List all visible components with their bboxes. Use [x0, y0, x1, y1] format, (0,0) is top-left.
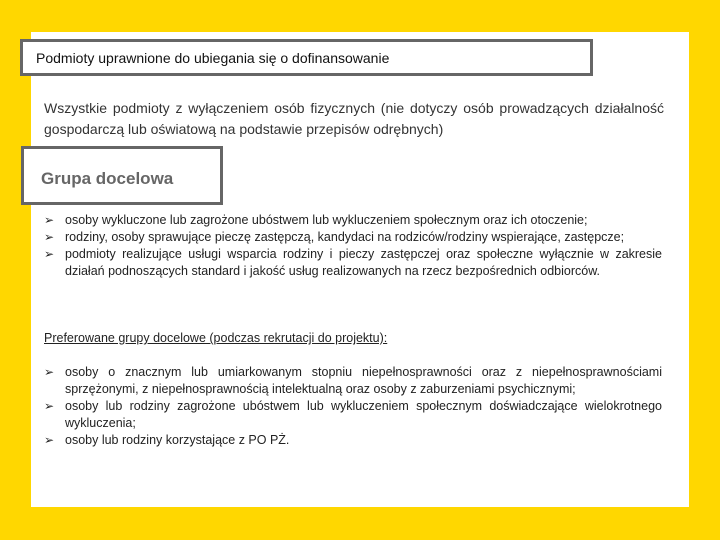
list-item — [44, 212, 662, 229]
list-item — [44, 229, 662, 246]
list-item-text: osoby lub rodziny korzystające z PO PŻ. — [65, 433, 290, 447]
arrow-bullet-icon: ➢ — [44, 230, 55, 244]
arrow-bullet-icon: ➢ — [44, 213, 55, 227]
list-item-text: osoby lub rodziny zagrożone ubóstwem lub wykluczeniem społecznym doświadczające wielokrotnego wykluczenia; — [65, 399, 662, 430]
preferred-group-list — [44, 364, 662, 449]
target-group-list — [44, 212, 662, 280]
list-item — [44, 432, 662, 449]
list-item-text: osoby wykluczone lub zagrożone ubóstwem lub wykluczeniem społecznym oraz ich otoczenie; — [65, 213, 588, 227]
list-item — [44, 246, 662, 280]
intro-text: Wszystkie podmioty z wyłączeniem osób fizycznych (nie dotyczy osób prowadzących działalność gospodarczą lub oświatową na podstawie przepisów odrębnych) — [44, 100, 664, 137]
preferred-heading: Preferowane grupy docelowe (podczas rekrutacji do projektu): — [44, 331, 388, 345]
list-item-text: osoby o znacznym lub umiarkowanym stopniu niepełnosprawności oraz z niepełnosprawnościami sprzężonymi, z niepełnosprawnością intelektualną oraz osoby z zaburzeniami psychicznymi; — [65, 365, 662, 396]
section-box — [21, 146, 223, 205]
section-title: Grupa docelowa — [41, 169, 174, 188]
list-item-text: rodziny, osoby sprawujące pieczę zastępczą, kandydaci na rodziców/rodziny wspierające, zastępcze; — [65, 230, 625, 244]
arrow-bullet-icon: ➢ — [44, 399, 55, 413]
arrow-bullet-icon: ➢ — [44, 433, 55, 447]
list-item-text: podmioty realizujące usługi wsparcia rodziny i pieczy zastępczej oraz społeczne wyłącznie w zakresie działań podnoszących standard i jakość usług realizowanych na rzecz bezpośrednich odbiorców. — [65, 247, 662, 278]
list-item — [44, 398, 662, 432]
header-title: Podmioty uprawnione do ubiegania się o dofinansowanie — [36, 50, 390, 66]
header-box — [20, 39, 593, 76]
arrow-bullet-icon: ➢ — [44, 365, 55, 379]
list-item — [44, 364, 662, 398]
arrow-bullet-icon: ➢ — [44, 247, 55, 261]
